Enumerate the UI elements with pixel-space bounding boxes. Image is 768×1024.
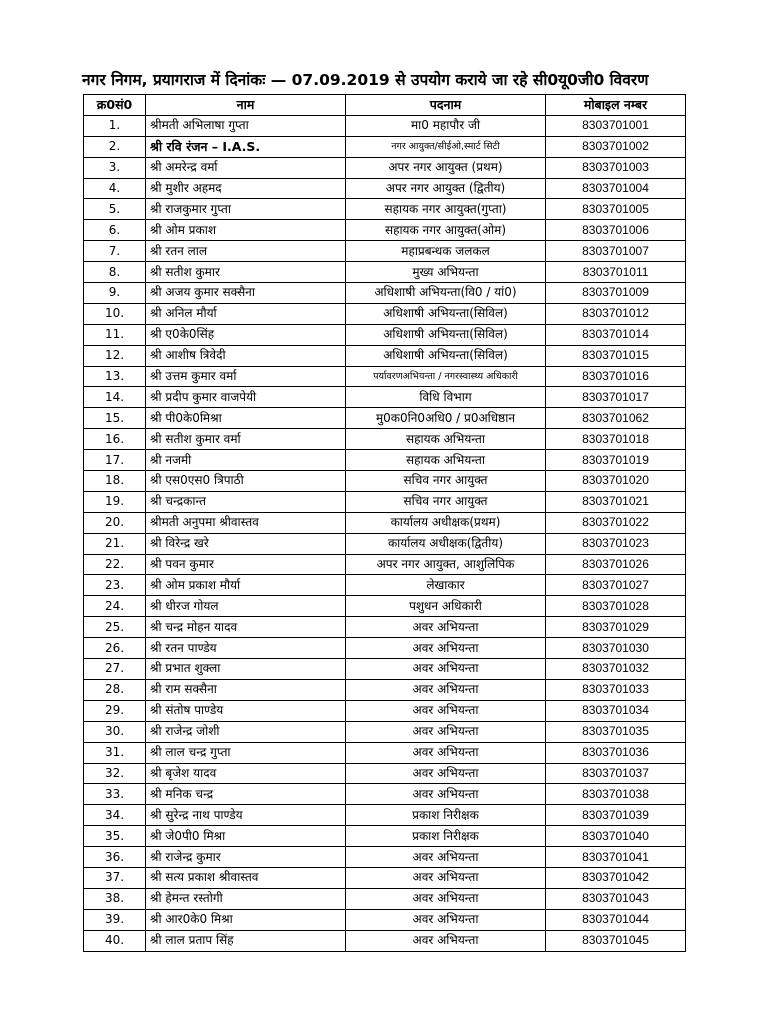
table-row <box>84 575 686 596</box>
row-mobile-number: 8303701026 <box>546 554 686 575</box>
row-name: श्री मुशीर अहमद <box>146 178 346 199</box>
row-serial-number: 9. <box>84 283 146 304</box>
row-mobile-number: 8303701016 <box>546 366 686 387</box>
row-name: श्री ओम प्रकाश मौर्या <box>146 575 346 596</box>
row-mobile-number: 8303701003 <box>546 157 686 178</box>
row-mobile-number: 8303701005 <box>546 199 686 220</box>
column-header-sn: क्र0सं0 <box>84 95 146 116</box>
row-name: श्री सतीश कुमार <box>146 262 346 283</box>
row-name: श्री अमरेन्द्र वर्मा <box>146 157 346 178</box>
row-designation: अवर अभियन्ता <box>346 721 546 742</box>
row-serial-number: 19. <box>84 491 146 512</box>
row-designation: अवर अभियन्ता <box>346 617 546 638</box>
row-serial-number: 4. <box>84 178 146 199</box>
table-row <box>84 805 686 826</box>
row-name: श्री अजय कुमार सक्सैना <box>146 283 346 304</box>
cug-contact-table <box>83 94 686 952</box>
column-header-mobile: मोबाइल नम्बर <box>546 95 686 116</box>
table-row <box>84 241 686 262</box>
table-row <box>84 408 686 429</box>
row-serial-number: 26. <box>84 638 146 659</box>
row-mobile-number: 8303701032 <box>546 659 686 680</box>
row-name: श्री नजमी <box>146 450 346 471</box>
table-row <box>84 888 686 909</box>
row-name: श्री रवि रंजन – I.A.S. <box>146 136 346 157</box>
row-name: श्री प्रभात शुक्ला <box>146 659 346 680</box>
row-designation: अपर नगर आयुक्त, आशुलिपिक <box>346 554 546 575</box>
row-serial-number: 15. <box>84 408 146 429</box>
row-serial-number: 37. <box>84 867 146 888</box>
row-mobile-number: 8303701041 <box>546 847 686 868</box>
row-mobile-number: 8303701038 <box>546 784 686 805</box>
table-row <box>84 596 686 617</box>
row-designation: प्रकाश निरीक्षक <box>346 826 546 847</box>
table-row <box>84 554 686 575</box>
row-mobile-number: 8303701009 <box>546 283 686 304</box>
row-designation: अधिशाषी अभियन्ता(सिविल) <box>346 303 546 324</box>
row-serial-number: 10. <box>84 303 146 324</box>
row-serial-number: 31. <box>84 742 146 763</box>
row-name: श्री सुरेन्द्र नाथ पाण्डेय <box>146 805 346 826</box>
table-row <box>84 303 686 324</box>
row-serial-number: 38. <box>84 888 146 909</box>
table-row <box>84 178 686 199</box>
table-row <box>84 262 686 283</box>
row-mobile-number: 8303701043 <box>546 888 686 909</box>
row-mobile-number: 8303701034 <box>546 700 686 721</box>
row-name: श्रीमती अनुपमा श्रीवास्तव <box>146 512 346 533</box>
table-row <box>84 429 686 450</box>
row-serial-number: 29. <box>84 700 146 721</box>
row-mobile-number: 8303701015 <box>546 345 686 366</box>
table-row <box>84 136 686 157</box>
row-name: श्री लाल प्रताप सिंह <box>146 930 346 951</box>
row-name: श्री ए0के0सिंह <box>146 324 346 345</box>
row-name: श्री सतीश कुमार वर्मा <box>146 429 346 450</box>
row-serial-number: 11. <box>84 324 146 345</box>
table-row <box>84 700 686 721</box>
table-row <box>84 867 686 888</box>
row-serial-number: 6. <box>84 220 146 241</box>
row-designation: लेखाकार <box>346 575 546 596</box>
row-mobile-number: 8303701023 <box>546 533 686 554</box>
row-mobile-number: 8303701062 <box>546 408 686 429</box>
document-title: नगर निगम, प्रयागराज में दिनांकः — 07.09.2019 से उपयोग कराये जा रहे सी0यू0जी0 विवरण <box>82 71 649 89</box>
row-name: श्री विरेन्द्र खरे <box>146 533 346 554</box>
row-name: श्री चन्द्रकान्त <box>146 491 346 512</box>
table-row <box>84 387 686 408</box>
table-header-row <box>84 95 686 116</box>
table-row <box>84 784 686 805</box>
row-serial-number: 24. <box>84 596 146 617</box>
row-designation: अवर अभियन्ता <box>346 784 546 805</box>
row-name: श्री हेमन्त रस्तोगी <box>146 888 346 909</box>
row-serial-number: 12. <box>84 345 146 366</box>
row-designation: सहायक नगर आयुक्त(ओम) <box>346 220 546 241</box>
row-designation: अवर अभियन्ता <box>346 930 546 951</box>
table-row <box>84 826 686 847</box>
column-header-name: नाम <box>146 95 346 116</box>
row-name: श्री मनिक चन्द्र <box>146 784 346 805</box>
row-mobile-number: 8303701036 <box>546 742 686 763</box>
row-name: श्री चन्द्र मोहन यादव <box>146 617 346 638</box>
row-serial-number: 36. <box>84 847 146 868</box>
row-mobile-number: 8303701042 <box>546 867 686 888</box>
row-mobile-number: 8303701028 <box>546 596 686 617</box>
row-mobile-number: 8303701040 <box>546 826 686 847</box>
table-row <box>84 763 686 784</box>
row-name: श्री प्रदीप कुमार वाजपेयी <box>146 387 346 408</box>
row-designation: अवर अभियन्ता <box>346 763 546 784</box>
table-row <box>84 491 686 512</box>
row-name: श्री उत्तम कुमार वर्मा <box>146 366 346 387</box>
row-designation: पशुधन अधिकारी <box>346 596 546 617</box>
table-row <box>84 679 686 700</box>
row-name: श्री जे0पी0 मिश्रा <box>146 826 346 847</box>
row-serial-number: 1. <box>84 115 146 136</box>
row-serial-number: 2. <box>84 136 146 157</box>
row-name: श्री पी0के0मिश्रा <box>146 408 346 429</box>
row-mobile-number: 8303701011 <box>546 262 686 283</box>
table-row <box>84 847 686 868</box>
table-row <box>84 721 686 742</box>
row-name: श्री सत्य प्रकाश श्रीवास्तव <box>146 867 346 888</box>
row-serial-number: 16. <box>84 429 146 450</box>
row-mobile-number: 8303701045 <box>546 930 686 951</box>
row-designation: कार्यालय अधीक्षक(द्वितीय) <box>346 533 546 554</box>
table-row <box>84 324 686 345</box>
table-row <box>84 199 686 220</box>
row-mobile-number: 8303701029 <box>546 617 686 638</box>
row-designation: सहायक अभियन्ता <box>346 450 546 471</box>
row-mobile-number: 8303701014 <box>546 324 686 345</box>
row-designation: पर्यावरणअभियन्ता / नगरस्वास्थ्य अधिकारी <box>346 366 546 387</box>
row-designation: मा0 महापौर जी <box>346 115 546 136</box>
row-mobile-number: 8303701039 <box>546 805 686 826</box>
row-mobile-number: 8303701044 <box>546 909 686 930</box>
table-row <box>84 366 686 387</box>
row-name: श्री राजकुमार गुप्ता <box>146 199 346 220</box>
column-header-designation: पदनाम <box>346 95 546 116</box>
row-serial-number: 28. <box>84 679 146 700</box>
row-designation: अवर अभियन्ता <box>346 867 546 888</box>
row-name: श्रीमती अभिलाषा गुप्ता <box>146 115 346 136</box>
row-mobile-number: 8303701018 <box>546 429 686 450</box>
row-serial-number: 22. <box>84 554 146 575</box>
row-name: श्री राजेन्द्र जोशी <box>146 721 346 742</box>
row-mobile-number: 8303701002 <box>546 136 686 157</box>
row-designation: अवर अभियन्ता <box>346 742 546 763</box>
table-row <box>84 157 686 178</box>
table-row <box>84 512 686 533</box>
row-designation: अवर अभियन्ता <box>346 659 546 680</box>
row-mobile-number: 8303701006 <box>546 220 686 241</box>
row-mobile-number: 8303701012 <box>546 303 686 324</box>
row-name: श्री लाल चन्द्र गुप्ता <box>146 742 346 763</box>
row-designation: अवर अभियन्ता <box>346 638 546 659</box>
row-serial-number: 39. <box>84 909 146 930</box>
row-serial-number: 27. <box>84 659 146 680</box>
row-serial-number: 35. <box>84 826 146 847</box>
row-designation: सचिव नगर आयुक्त <box>346 471 546 492</box>
row-mobile-number: 8303701019 <box>546 450 686 471</box>
row-designation: अवर अभियन्ता <box>346 679 546 700</box>
row-serial-number: 3. <box>84 157 146 178</box>
row-mobile-number: 8303701017 <box>546 387 686 408</box>
row-designation: महाप्रबन्धक जलकल <box>346 241 546 262</box>
row-name: श्री ओम प्रकाश <box>146 220 346 241</box>
row-serial-number: 14. <box>84 387 146 408</box>
row-serial-number: 33. <box>84 784 146 805</box>
row-mobile-number: 8303701035 <box>546 721 686 742</box>
row-serial-number: 20. <box>84 512 146 533</box>
table-row <box>84 220 686 241</box>
row-mobile-number: 8303701001 <box>546 115 686 136</box>
table-row <box>84 471 686 492</box>
row-name: श्री आशीष त्रिवेदी <box>146 345 346 366</box>
row-name: श्री संतोष पाण्डेय <box>146 700 346 721</box>
table-row <box>84 283 686 304</box>
row-name: श्री आर0के0 मिश्रा <box>146 909 346 930</box>
row-designation: अधिशाषी अभियन्ता(वि0 / यां0) <box>346 283 546 304</box>
table-row <box>84 659 686 680</box>
table-row <box>84 450 686 471</box>
row-designation: अवर अभियन्ता <box>346 888 546 909</box>
row-serial-number: 32. <box>84 763 146 784</box>
row-designation: अपर नगर आयुक्त (प्रथम) <box>346 157 546 178</box>
row-designation: मुख्य अभियन्ता <box>346 262 546 283</box>
row-serial-number: 8. <box>84 262 146 283</box>
row-serial-number: 34. <box>84 805 146 826</box>
row-designation: प्रकाश निरीक्षक <box>346 805 546 826</box>
row-designation: अवर अभियन्ता <box>346 847 546 868</box>
row-name: श्री रतन लाल <box>146 241 346 262</box>
table-row <box>84 345 686 366</box>
row-designation: अपर नगर आयुक्त (द्वितीय) <box>346 178 546 199</box>
row-mobile-number: 8303701033 <box>546 679 686 700</box>
row-serial-number: 13. <box>84 366 146 387</box>
row-mobile-number: 8303701021 <box>546 491 686 512</box>
row-designation: कार्यालय अधीक्षक(प्रथम) <box>346 512 546 533</box>
row-serial-number: 7. <box>84 241 146 262</box>
row-mobile-number: 8303701022 <box>546 512 686 533</box>
row-designation: अधिशाषी अभियन्ता(सिविल) <box>346 324 546 345</box>
row-designation: सहायक अभियन्ता <box>346 429 546 450</box>
row-mobile-number: 8303701007 <box>546 241 686 262</box>
row-serial-number: 23. <box>84 575 146 596</box>
row-mobile-number: 8303701027 <box>546 575 686 596</box>
row-designation: अधिशाषी अभियन्ता(सिविल) <box>346 345 546 366</box>
table-row <box>84 533 686 554</box>
row-designation: सहायक नगर आयुक्त(गुप्ता) <box>346 199 546 220</box>
row-name: श्री अनिल मौर्या <box>146 303 346 324</box>
table-row <box>84 115 686 136</box>
row-name: श्री राम सक्सैना <box>146 679 346 700</box>
row-serial-number: 30. <box>84 721 146 742</box>
table-body <box>84 115 686 951</box>
row-designation: नगर आयुक्त/सीईओ,स्मार्ट सिटी <box>346 136 546 157</box>
row-serial-number: 40. <box>84 930 146 951</box>
row-name: श्री एस0एस0 त्रिपाठी <box>146 471 346 492</box>
row-serial-number: 17. <box>84 450 146 471</box>
row-name: श्री धीरज गोयल <box>146 596 346 617</box>
row-designation: मु0क0नि0अधि0 / प्र0अधिष्ठान <box>346 408 546 429</box>
row-designation: अवर अभियन्ता <box>346 700 546 721</box>
row-serial-number: 18. <box>84 471 146 492</box>
row-name: श्री पवन कुमार <box>146 554 346 575</box>
row-serial-number: 5. <box>84 199 146 220</box>
row-name: श्री राजेन्द्र कुमार <box>146 847 346 868</box>
row-mobile-number: 8303701004 <box>546 178 686 199</box>
row-name: श्री बृजेश यादव <box>146 763 346 784</box>
row-serial-number: 21. <box>84 533 146 554</box>
table-row <box>84 617 686 638</box>
table-row <box>84 930 686 951</box>
row-mobile-number: 8303701037 <box>546 763 686 784</box>
row-designation: सचिव नगर आयुक्त <box>346 491 546 512</box>
row-serial-number: 25. <box>84 617 146 638</box>
row-designation: अवर अभियन्ता <box>346 909 546 930</box>
row-mobile-number: 8303701030 <box>546 638 686 659</box>
row-mobile-number: 8303701020 <box>546 471 686 492</box>
table-row <box>84 909 686 930</box>
table-row <box>84 742 686 763</box>
table-row <box>84 638 686 659</box>
row-name: श्री रतन पाण्डेय <box>146 638 346 659</box>
row-designation: विधि विभाग <box>346 387 546 408</box>
